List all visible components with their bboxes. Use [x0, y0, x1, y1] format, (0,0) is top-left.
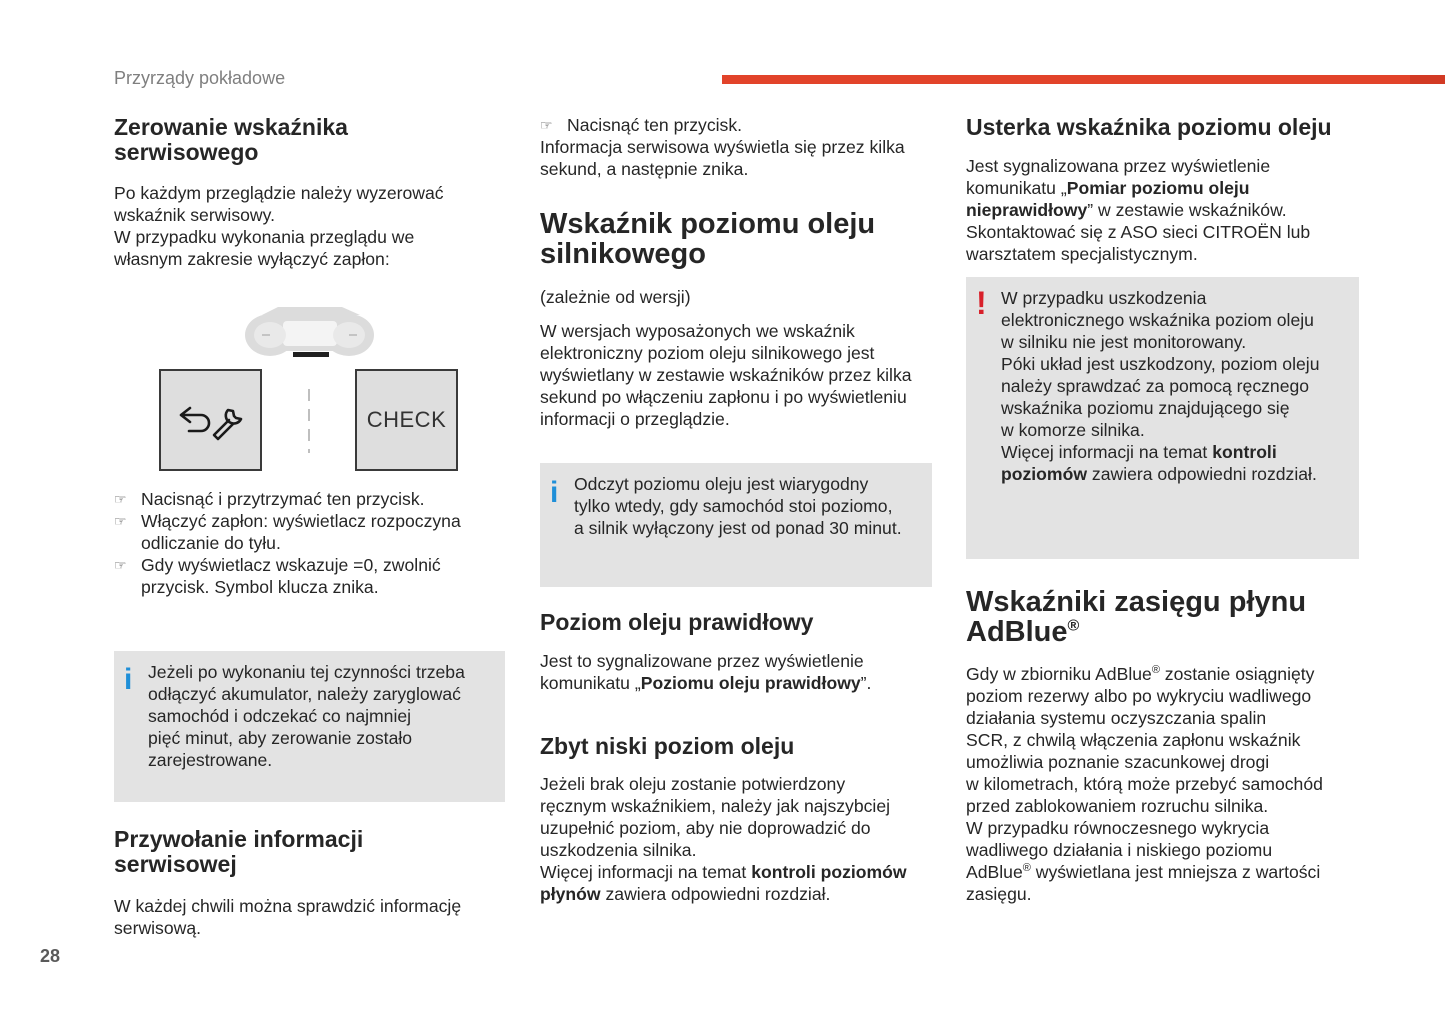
pointing-hand-icon: ☞: [540, 117, 553, 133]
text-line: wskaźnik serwisowy.: [114, 205, 275, 225]
text-line: Gdy wyświetlacz wskazuje =0, zwolnić: [141, 555, 441, 575]
list-item: [540, 114, 940, 136]
text-line: Informacja serwisowa wyświetla się przez kilka: [540, 137, 905, 157]
cross-reference: płynów: [540, 884, 601, 904]
oil-fault-title: Usterka wskaźnika poziomu oleju: [966, 114, 1332, 140]
text-line: przycisk. Symbol klucza znika.: [141, 577, 379, 597]
text-line: działania systemu oczyszczania spalin: [966, 708, 1267, 728]
version-note: (zależnie od wersji): [540, 287, 691, 307]
text-line: Po każdym przeglądzie należy wyzerować: [114, 183, 444, 203]
text-run: Więcej informacji na temat: [1001, 442, 1213, 462]
text-line: odłączyć akumulator, należy zaryglować: [148, 684, 461, 704]
text-line: tylko wtedy, gdy samochód stoi poziomo,: [574, 496, 893, 516]
service-recall-title: Przywołanie informacji serwisowej: [114, 826, 364, 877]
page-number: 28: [40, 946, 61, 966]
registered-mark: ®: [1151, 664, 1160, 677]
text-line: a silnik wyłączony jest od ponad 30 minut.: [574, 518, 902, 538]
oil-low-text: [540, 773, 907, 905]
text-line: [540, 861, 907, 883]
list-item: [114, 510, 504, 554]
pointing-hand-icon: ☞: [114, 557, 127, 573]
oil-ok-text: [540, 650, 871, 694]
pointing-hand-icon: ☞: [114, 513, 127, 529]
text-line: zasięgu.: [966, 884, 1032, 904]
text-run: komunikatu „: [966, 178, 1067, 198]
text-line: Włączyć zapłon: wyświetlacz rozpoczyna: [141, 511, 461, 531]
text-line: serwisową.: [114, 918, 202, 938]
warning-text: [1001, 287, 1319, 485]
text-line: uszkodzenia silnika.: [540, 840, 697, 860]
text-run: Gdy w zbiorniku AdBlue: [966, 664, 1152, 684]
text-line: sekund po włączeniu zapłonu i po wyświetleniu: [540, 387, 907, 407]
text-line: Jeżeli brak oleju zostanie potwierdzony: [540, 774, 846, 794]
recall-step: [540, 114, 940, 180]
text-line: W wersjach wyposażonych we wskaźnik: [540, 321, 855, 341]
oil-level-body: [540, 320, 912, 430]
info-text: [574, 473, 902, 539]
check-button[interactable]: [355, 369, 458, 471]
text-line: [540, 672, 871, 694]
text-line: [966, 663, 1323, 685]
warning-icon: !: [976, 285, 987, 321]
section-header: Przyrządy pokładowe: [114, 68, 286, 88]
oil-level-title: Wskaźnik poziomu oleju silnikowego: [540, 208, 876, 270]
text-line: ręcznym wskaźnikiem, należy jak najszybciej: [540, 796, 891, 816]
oil-low-title: Zbyt niski poziom oleju: [540, 733, 795, 759]
text-line: zarejestrowane.: [148, 750, 273, 770]
reset-steps: [114, 488, 504, 598]
text-line: [1001, 463, 1319, 485]
text-line: elektronicznego wskaźnika poziom oleju: [1001, 310, 1314, 330]
cross-reference: kontroli poziomów: [751, 862, 907, 882]
text-line: Odczyt poziomu oleju jest wiarygodny: [574, 474, 869, 494]
text-line: wyświetlany w zestawie wskaźników przez kilka: [540, 365, 912, 385]
text-line: w kilometrach, którą może przebyć samochód: [966, 774, 1323, 794]
message-name: nieprawidłowy: [966, 200, 1088, 220]
text-line: [1001, 441, 1319, 463]
text-line: SCR, z chwilą włączenia zapłonu wskaźnik: [966, 730, 1301, 750]
info-box-battery: [114, 651, 505, 802]
text-line: sekund, a następnie znika.: [540, 159, 749, 179]
text-run: komunikatu „: [540, 673, 641, 693]
text-line: [966, 199, 1310, 221]
text-line: Nacisnąć i przytrzymać ten przycisk.: [141, 489, 425, 509]
adblue-title: [966, 587, 1366, 647]
text-line: [540, 883, 907, 905]
text-line: W przypadku uszkodzenia: [1001, 288, 1207, 308]
text-line: [966, 861, 1323, 883]
check-label: CHECK: [366, 407, 447, 432]
registered-mark: ®: [1022, 862, 1031, 875]
oil-ok-title: Poziom oleju prawidłowy: [540, 609, 814, 635]
text-line: W przypadku równoczesnego wykrycia: [966, 818, 1270, 838]
text-line: w silniku nie jest monitorowany.: [1001, 332, 1247, 352]
text-line: własnym zakresie wyłączyć zapłon:: [114, 249, 390, 269]
text-line: informacji o przeglądzie.: [540, 409, 730, 429]
text-line: Póki układ jest uszkodzony, poziom oleju: [1001, 354, 1320, 374]
service-recall-text: [114, 895, 461, 939]
text-line: warsztatem specjalistycznym.: [966, 244, 1198, 264]
info-icon: i: [124, 663, 133, 696]
text-run: Więcej informacji na temat: [540, 862, 752, 882]
text-line: w komorze silnika.: [1001, 420, 1145, 440]
text-line: odliczanie do tyłu.: [141, 533, 281, 553]
adblue-text: [966, 663, 1323, 905]
cross-reference: kontroli: [1212, 442, 1277, 462]
pointing-hand-icon: ☞: [114, 491, 127, 507]
text-run: ” w zestawie wskaźników.: [1087, 200, 1287, 220]
text-line: należy sprawdzać za pomocą ręcznego: [1001, 376, 1310, 396]
text-run: ”.: [860, 673, 872, 693]
header-accent-bar-end: [1410, 75, 1445, 84]
info-text: [148, 661, 465, 771]
reset-button[interactable]: [159, 369, 262, 471]
text-line: Jest sygnalizowana przez wyświetlenie: [966, 156, 1271, 176]
text-line: pięć minut, aby zerowanie zostało: [148, 728, 413, 748]
list-item: [114, 554, 504, 598]
service-reset-intro: [114, 182, 444, 270]
text-run: zostanie osiągnięty: [1159, 664, 1315, 684]
service-reset-title: Zerowanie wskaźnika serwisowego: [114, 114, 348, 165]
text-line: poziom rezerwy albo po wykryciu wadliwego: [966, 686, 1312, 706]
oil-fault-text: [966, 155, 1310, 265]
cross-reference: poziomów: [1001, 464, 1088, 484]
list-item: [114, 488, 504, 510]
text-run: zawiera odpowiedni rozdział.: [1087, 464, 1317, 484]
text-line: przed zablokowaniem rozruchu silnika.: [966, 796, 1269, 816]
header-accent-bar: [722, 75, 1445, 84]
text-run: AdBlue: [966, 616, 1068, 648]
registered-mark: ®: [1067, 617, 1080, 635]
back-wrench-icon: [161, 371, 260, 469]
text-run: AdBlue: [966, 862, 1023, 882]
text-line: Skontaktować się z ASO sieci CITROËN lub: [966, 222, 1311, 242]
text-line: W przypadku wykonania przeglądu we: [114, 227, 415, 247]
info-icon: i: [550, 476, 559, 509]
text-line: umożliwia poznanie szacunkowej drogi: [966, 752, 1270, 772]
text-line: Jest to sygnalizowane przez wyświetlenie: [540, 651, 864, 671]
title-line: [966, 617, 1366, 647]
text-line: Jeżeli po wykonaniu tej czynności trzeba: [148, 662, 465, 682]
text-run: zawiera odpowiedni rozdział.: [600, 884, 831, 904]
text-line: Nacisnąć ten przycisk.: [567, 115, 743, 135]
text-line: elektroniczny poziom oleju silnikowego jest: [540, 343, 875, 363]
text-line: wskaźnika poziomu znajdującego się: [1001, 398, 1290, 418]
text-line: W każdej chwili można sprawdzić informację: [114, 896, 462, 916]
message-name: Poziomu oleju prawidłowy: [640, 673, 861, 693]
title-line: Wskaźniki zasięgu płynu: [966, 586, 1307, 618]
text-run: wyświetlana jest mniejsza z wartości: [1030, 862, 1321, 882]
text-line: [966, 177, 1310, 199]
info-box-oil-reading: [540, 463, 932, 587]
message-name: Pomiar poziomu oleju: [1066, 178, 1250, 198]
text-line: wadliwego działania i niskiego poziomu: [966, 840, 1273, 860]
warning-box-oil-sensor: [966, 277, 1359, 559]
text-line: samochód i odczekać co najmniej: [148, 706, 412, 726]
text-line: uzupełnić poziom, aby nie doprowadzić do: [540, 818, 871, 838]
